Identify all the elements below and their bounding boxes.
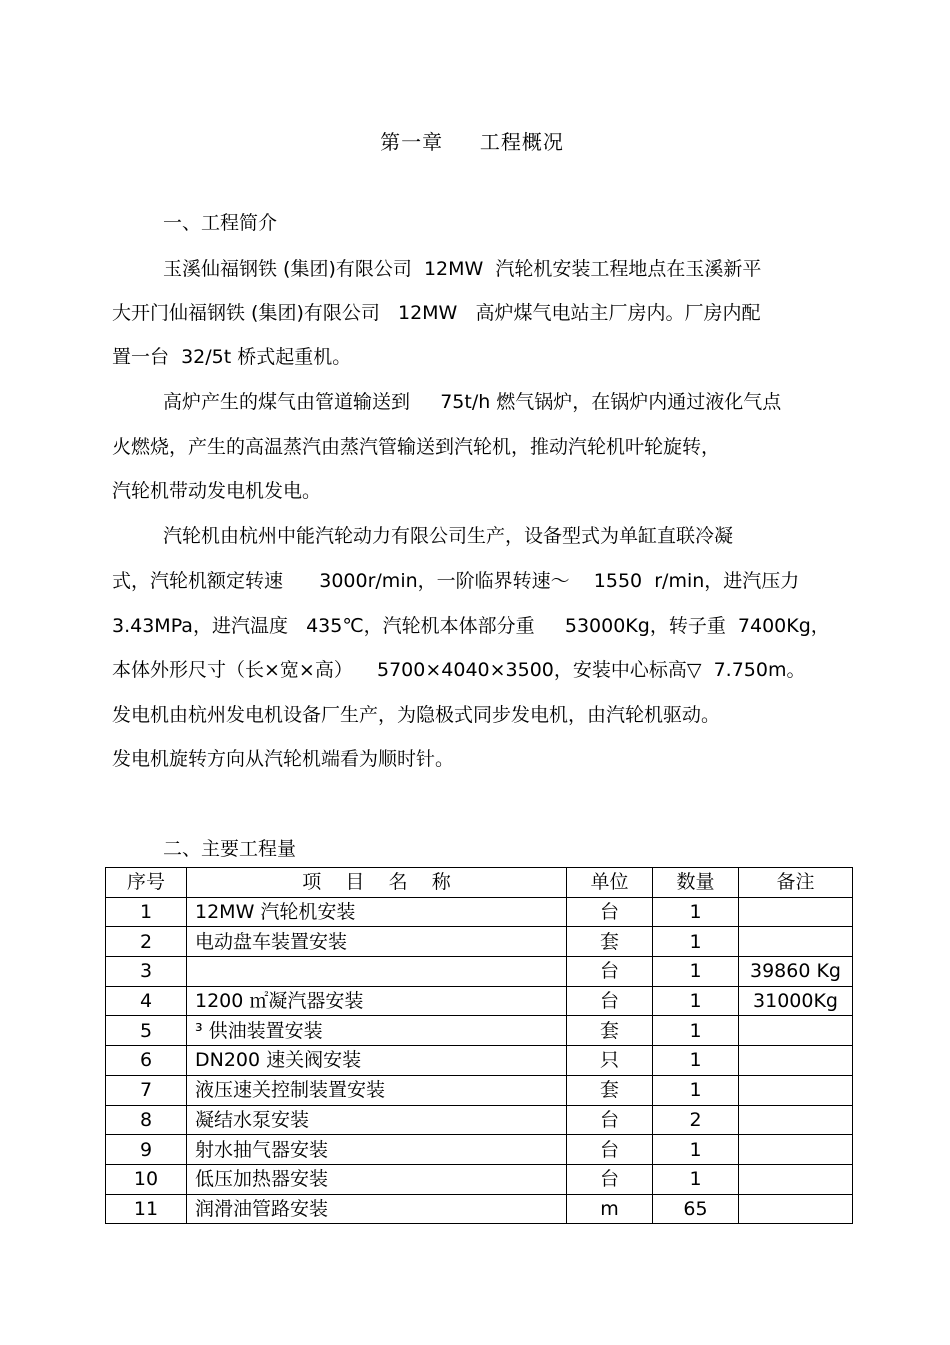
- paragraph-line: 式，汽轮机额定转速 3000r/min，一阶临界转速～ 1550 r/min，进汽压力: [112, 570, 800, 592]
- header-cell: 项 目 名 称: [187, 868, 567, 898]
- item-note: [739, 1105, 853, 1135]
- paragraph-line: 火燃烧，产生的高温蒸汽由蒸汽管输送到汽轮机，推动汽轮机叶轮旋转，: [112, 436, 721, 458]
- row-number: 1: [106, 897, 187, 927]
- paragraph-line: 发电机旋转方向从汽轮机端看为顺时针。: [112, 748, 455, 770]
- item-quantity: 2: [653, 1105, 739, 1135]
- table-row: [106, 986, 853, 1016]
- item-unit: 台: [567, 957, 653, 987]
- item-unit: 套: [567, 1016, 653, 1046]
- item-unit: 台: [567, 986, 653, 1016]
- row-number: 2: [106, 927, 187, 957]
- paragraph-line: 玉溪仙福钢铁 (集团)有限公司 12MW 汽轮机安装工程地点在玉溪新平: [163, 258, 762, 280]
- header-cell: 单位: [567, 868, 653, 898]
- row-number: 11: [106, 1194, 187, 1224]
- item-quantity: 1: [653, 957, 739, 987]
- section1-heading: 一、工程简介: [163, 212, 278, 234]
- item-quantity: 1: [653, 1135, 739, 1165]
- table-row: [106, 957, 853, 987]
- item-name: 润滑油管路安装: [187, 1194, 567, 1224]
- item-name: 液压速关控制装置安装: [187, 1075, 567, 1105]
- item-quantity: 1: [653, 1164, 739, 1194]
- paragraph-line: 本体外形尺寸（长×宽×高） 5700×4040×3500，安装中心标高▽ 7.750m。: [112, 659, 806, 681]
- item-note: 39860 Kg: [739, 957, 853, 987]
- section2-heading: 二、主要工程量: [163, 838, 297, 860]
- table-row: [106, 1164, 853, 1194]
- row-number: 7: [106, 1075, 187, 1105]
- item-quantity: 1: [653, 1046, 739, 1076]
- item-note: [739, 1135, 853, 1165]
- item-unit: 只: [567, 1046, 653, 1076]
- row-number: 3: [106, 957, 187, 987]
- table-row: [106, 897, 853, 927]
- item-name: [187, 957, 567, 987]
- item-unit: 台: [567, 1135, 653, 1165]
- item-note: [739, 1164, 853, 1194]
- paragraph-line: 置一台 32/5t 桥式起重机。: [112, 346, 352, 368]
- item-note: [739, 1016, 853, 1046]
- item-name: ³ 供油装置安装: [187, 1016, 567, 1046]
- item-quantity: 1: [653, 927, 739, 957]
- item-note: [739, 1075, 853, 1105]
- paragraph-line: 汽轮机由杭州中能汽轮动力有限公司生产，设备型式为单缸直联冷凝: [163, 525, 734, 547]
- item-quantity: 1: [653, 897, 739, 927]
- item-quantity: 1: [653, 1075, 739, 1105]
- table-row: [106, 1046, 853, 1076]
- table-header-row: [106, 868, 853, 898]
- row-number: 6: [106, 1046, 187, 1076]
- item-note: [739, 927, 853, 957]
- item-unit: 套: [567, 927, 653, 957]
- item-unit: 台: [567, 1105, 653, 1135]
- item-quantity: 1: [653, 1016, 739, 1046]
- header-cell: 序号: [106, 868, 187, 898]
- quantity-table: [105, 867, 853, 1224]
- row-number: 4: [106, 986, 187, 1016]
- row-number: 8: [106, 1105, 187, 1135]
- table-row: [106, 1105, 853, 1135]
- header-cell: 数量: [653, 868, 739, 898]
- item-name: 低压加热器安装: [187, 1164, 567, 1194]
- item-note: [739, 897, 853, 927]
- table-row: [106, 1016, 853, 1046]
- row-number: 5: [106, 1016, 187, 1046]
- chapter-title: 第一章 工程概况: [380, 130, 564, 154]
- table-row: [106, 927, 853, 957]
- item-name: 12MW 汽轮机安装: [187, 897, 567, 927]
- header-cell: 备注: [739, 868, 853, 898]
- paragraph-line: 发电机由杭州发电机设备厂生产，为隐极式同步发电机，由汽轮机驱动。: [112, 704, 721, 726]
- table-row: [106, 1194, 853, 1224]
- paragraph-line: 3.43MPa，进汽温度 435℃，汽轮机本体部分重 53000Kg，转子重 7400Kg，: [112, 615, 830, 637]
- row-number: 9: [106, 1135, 187, 1165]
- item-name: 电动盘车装置安装: [187, 927, 567, 957]
- item-unit: 套: [567, 1075, 653, 1105]
- table-row: [106, 1135, 853, 1165]
- item-unit: m: [567, 1194, 653, 1224]
- paragraph-line: 高炉产生的煤气由管道输送到 75t/h 燃气锅炉，在锅炉内通过液化气点: [163, 391, 782, 413]
- item-note: [739, 1046, 853, 1076]
- paragraph-line: 大开门仙福钢铁 (集团)有限公司 12MW 高炉煤气电站主厂房内。厂房内配: [112, 302, 761, 324]
- item-unit: 台: [567, 1164, 653, 1194]
- paragraph-line: 汽轮机带动发电机发电。: [112, 480, 322, 502]
- item-name: 凝结水泵安装: [187, 1105, 567, 1135]
- item-note: 31000Kg: [739, 986, 853, 1016]
- item-name: DN200 速关阀安装: [187, 1046, 567, 1076]
- item-name: 1200 ㎡凝汽器安装: [187, 986, 567, 1016]
- item-note: [739, 1194, 853, 1224]
- item-name: 射水抽气器安装: [187, 1135, 567, 1165]
- row-number: 10: [106, 1164, 187, 1194]
- item-unit: 台: [567, 897, 653, 927]
- item-quantity: 65: [653, 1194, 739, 1224]
- table-row: [106, 1075, 853, 1105]
- item-quantity: 1: [653, 986, 739, 1016]
